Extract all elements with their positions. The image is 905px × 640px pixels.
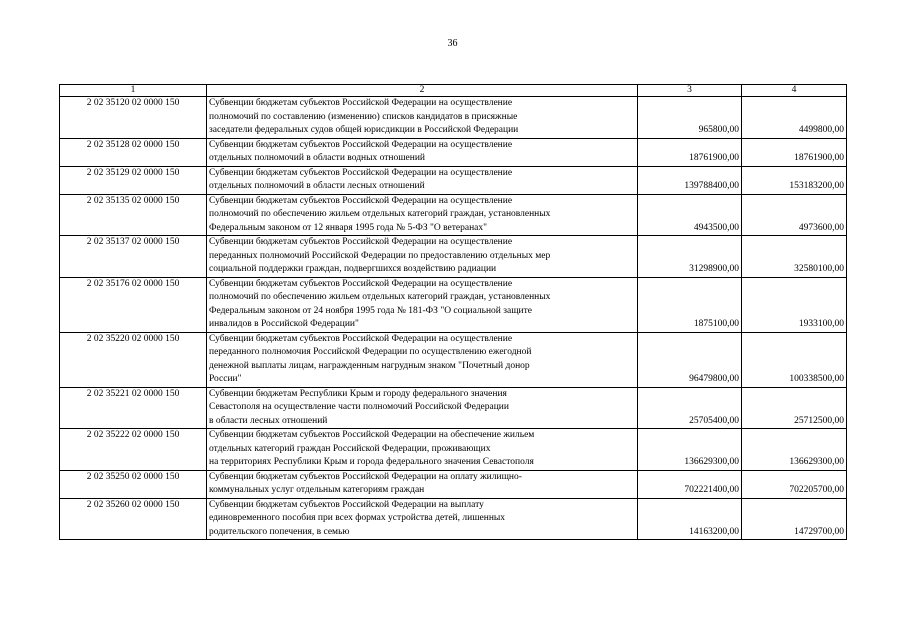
amount-col3-cell: 4943500,00 [638, 194, 742, 236]
amount-col4-cell: 4973600,00 [742, 194, 847, 236]
budget-code-cell: 2 02 35129 02 0000 150 [60, 166, 207, 194]
table-row [60, 97, 847, 139]
table-header-row [60, 85, 847, 97]
description-line: Субвенции бюджетам субъектов Российской Федерации на осуществление [209, 237, 513, 247]
amount-col4-cell: 32580100,00 [742, 236, 847, 278]
budget-code-cell: 2 02 35221 02 0000 150 [60, 387, 207, 429]
description-cell [207, 387, 638, 429]
amount-col3-cell: 25705400,00 [638, 387, 742, 429]
description-cell [207, 470, 638, 498]
table-row [60, 277, 847, 332]
description-line: отдельных полномочий в области лесных отношений [209, 181, 425, 191]
description-line: Субвенции бюджетам субъектов Российской Федерации на осуществление [209, 333, 513, 344]
description-line: инвалидов в Российской Федерации" [209, 319, 359, 329]
description-cell [207, 332, 638, 387]
amount-col4-cell: 1933100,00 [742, 277, 847, 332]
amount-col3-cell: 1875100,00 [638, 277, 742, 332]
description-cell [207, 166, 638, 194]
description-line: России" [209, 374, 242, 384]
amount-col4-cell: 14729700,00 [742, 498, 847, 540]
description-line: Федеральным законом от 24 ноября 1995 года № 181-ФЗ "О социальной защите [209, 305, 532, 316]
table-row [60, 166, 847, 194]
amount-col4-cell: 18761900,00 [742, 138, 847, 166]
description-line: отдельных полномочий в области водных отношений [209, 153, 426, 163]
description-line: Субвенции бюджетам субъектов Российской Федерации на оплату жилищно- [209, 471, 522, 482]
amount-col4-cell: 153183200,00 [742, 166, 847, 194]
amount-col4-cell: 702205700,00 [742, 470, 847, 498]
table-row [60, 194, 847, 236]
budget-code-cell: 2 02 35120 02 0000 150 [60, 97, 207, 139]
budget-code-cell: 2 02 35222 02 0000 150 [60, 429, 207, 471]
description-line: Субвенции бюджетам субъектов Российской Федерации на обеспечение жильем [209, 430, 535, 440]
description-line: Субвенции бюджетам субъектов Российской Федерации на осуществление [209, 278, 513, 289]
table-row [60, 236, 847, 278]
description-line: в области лесных отношений [209, 415, 328, 426]
description-line: переданного полномочия Российской Федерации по осуществлению ежегодной [209, 347, 532, 357]
table-row [60, 429, 847, 471]
description-cell [207, 429, 638, 471]
description-line: Субвенции бюджетам субъектов Российской Федерации на осуществление [209, 98, 513, 108]
budget-code-cell: 2 02 35128 02 0000 150 [60, 138, 207, 166]
table-row [60, 332, 847, 387]
description-cell [207, 236, 638, 278]
description-cell [207, 97, 638, 139]
budget-code-cell: 2 02 35260 02 0000 150 [60, 498, 207, 540]
description-line: Субвенции бюджетам субъектов Российской Федерации на осуществление [209, 139, 513, 150]
amount-col3-cell: 31298900,00 [638, 236, 742, 278]
description-cell [207, 138, 638, 166]
description-line: полномочий по обеспечению жильем отдельных категорий граждан, установленных [209, 292, 551, 302]
column-header-1: 1 [60, 85, 207, 97]
description-line: социальной поддержки граждан, подвергшихся воздействию радиации [209, 264, 497, 274]
column-header-2: 2 [207, 85, 638, 97]
description-line: Федеральным законом от 12 января 1995 года № 5-ФЗ "О ветеранах" [209, 222, 488, 233]
description-line: Севастополя на осуществление части полномочий Российской Федерации [209, 402, 509, 412]
amount-col3-cell: 702221400,00 [638, 470, 742, 498]
amount-col4-cell: 100338500,00 [742, 332, 847, 387]
amount-col3-cell: 965800,00 [638, 97, 742, 139]
description-line: Субвенции бюджетам Республики Крым и городу федерального значения [209, 388, 507, 399]
amount-col3-cell: 139788400,00 [638, 166, 742, 194]
description-line: Субвенции бюджетам субъектов Российской Федерации на осуществление [209, 195, 513, 206]
amount-col3-cell: 96479800,00 [638, 332, 742, 387]
description-line: переданных полномочий Российской Федерации по предоставлению отдельных мер [209, 250, 551, 261]
description-line: единовременного пособия при всех формах устройства детей, лишенных [209, 513, 506, 523]
table-row [60, 470, 847, 498]
page-number: 36 [447, 38, 458, 49]
column-header-3: 3 [638, 85, 742, 97]
description-line: заседатели федеральных судов общей юрисдикции в Российской Федерации [209, 125, 519, 135]
description-line: родительского попечения, в семью [209, 526, 350, 537]
budget-code-cell: 2 02 35176 02 0000 150 [60, 277, 207, 332]
column-header-4: 4 [742, 85, 847, 97]
description-cell [207, 277, 638, 332]
amount-col4-cell: 4499800,00 [742, 97, 847, 139]
budget-code-cell: 2 02 35250 02 0000 150 [60, 470, 207, 498]
budget-code-cell: 2 02 35220 02 0000 150 [60, 332, 207, 387]
description-line: полномочий по обеспечению жильем отдельных категорий граждан, установленных [209, 209, 551, 219]
description-line: коммунальных услуг отдельным категориям граждан [209, 485, 425, 495]
budget-code-cell: 2 02 35137 02 0000 150 [60, 236, 207, 278]
budget-code-cell: 2 02 35135 02 0000 150 [60, 194, 207, 236]
amount-col3-cell: 18761900,00 [638, 138, 742, 166]
budget-table [59, 84, 847, 540]
description-line: Субвенции бюджетам субъектов Российской Федерации на выплату [209, 499, 484, 510]
description-line: Субвенции бюджетам субъектов Российской Федерации на осуществление [209, 167, 513, 178]
amount-col3-cell: 14163200,00 [638, 498, 742, 540]
table-row [60, 387, 847, 429]
description-line: отдельных категорий граждан Российской Федерации, проживающих [209, 443, 491, 454]
amount-col3-cell: 136629300,00 [638, 429, 742, 471]
table-row [60, 498, 847, 540]
description-cell [207, 194, 638, 236]
table-row [60, 138, 847, 166]
description-line: полномочий по составлению (изменению) списков кандидатов в присяжные [209, 111, 518, 122]
amount-col4-cell: 25712500,00 [742, 387, 847, 429]
amount-col4-cell: 136629300,00 [742, 429, 847, 471]
description-line: на территориях Республики Крым и города федерального значения Севастополя [209, 457, 534, 467]
description-line: денежной выплаты лицам, награжденным нагрудным знаком "Почетный донор [209, 360, 530, 371]
description-cell [207, 498, 638, 540]
